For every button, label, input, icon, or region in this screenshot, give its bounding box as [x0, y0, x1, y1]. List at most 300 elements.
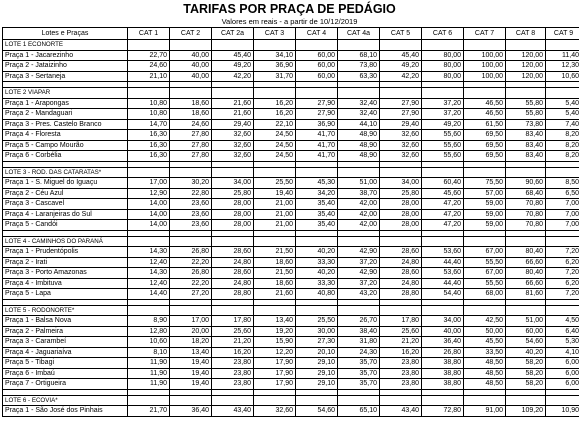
header-cat: CAT 4 [296, 28, 338, 40]
tariff-value: 60,00 [296, 61, 338, 72]
tariff-value: 35,40 [296, 220, 338, 231]
tariff-value: 16,20 [212, 347, 254, 358]
tariff-value: 47,20 [422, 199, 464, 210]
tariff-value: 42,20 [380, 71, 422, 82]
tariff-value: 19,40 [170, 368, 212, 379]
tariff-value: 12,90 [128, 188, 170, 199]
tariff-value: 57,00 [464, 188, 506, 199]
tariff-value: 28,00 [380, 220, 422, 231]
tariff-value: 12,40 [128, 257, 170, 268]
tariff-value: 13,40 [170, 347, 212, 358]
tariff-value: 23,80 [380, 358, 422, 369]
tariff-value: 24,60 [170, 119, 212, 130]
plaza-name: Praça 2 - Céu Azul [3, 188, 128, 199]
tariff-value: 69,50 [464, 151, 506, 162]
tariff-value: 18,20 [170, 337, 212, 348]
tariff-value: 23,80 [380, 368, 422, 379]
tariff-value: 21,60 [212, 98, 254, 109]
tariff-value: 24,30 [338, 347, 380, 358]
tariff-value: 21,60 [212, 109, 254, 120]
tariff-value: 68,40 [506, 188, 546, 199]
tariff-value: 21,00 [254, 209, 296, 220]
tariff-value: 12,20 [254, 347, 296, 358]
tariff-value: 58,20 [506, 358, 546, 369]
tariff-value: 36,90 [296, 119, 338, 130]
tariff-value: 33,30 [296, 278, 338, 289]
tariff-value: 47,20 [422, 209, 464, 220]
plaza-name: Praça 1 - Prudentópolis [3, 247, 128, 258]
tariff-value: 36,40 [170, 406, 212, 417]
tariff-value: 55,50 [464, 257, 506, 268]
tariff-value: 17,90 [254, 379, 296, 390]
tariff-value: 40,00 [422, 326, 464, 337]
tariff-value: 45,40 [212, 50, 254, 61]
table-row [3, 130, 579, 141]
tariff-value: 67,00 [464, 268, 506, 279]
tariff-value: 100,00 [464, 50, 506, 61]
tariff-value: 14,00 [128, 199, 170, 210]
tariff-value: 11,90 [128, 379, 170, 390]
tariff-value: 16,30 [128, 151, 170, 162]
tariff-value: 42,20 [212, 71, 254, 82]
tariff-value: 21,60 [254, 289, 296, 300]
tariff-value: 20,10 [296, 347, 338, 358]
tariff-value: 21,70 [128, 406, 170, 417]
tariff-value: 12,80 [128, 326, 170, 337]
tariff-value: 61,50 [464, 119, 506, 130]
tariff-value: 17,90 [254, 358, 296, 369]
tariff-value: 34,00 [422, 316, 464, 327]
header-cat: CAT 2a [212, 28, 254, 40]
tariff-value: 24,60 [128, 61, 170, 72]
tariff-value: 24,80 [380, 257, 422, 268]
header-cat: CAT 8 [506, 28, 546, 40]
tariff-value: 26,80 [170, 268, 212, 279]
tariff-value: 54,60 [506, 337, 546, 348]
tariff-value: 6,40 [546, 326, 579, 337]
tariff-value: 24,80 [212, 257, 254, 268]
tariff-value: 35,40 [296, 199, 338, 210]
plaza-name: Praça 5 - Candói [3, 220, 128, 231]
table-row [3, 368, 579, 379]
tariff-value: 25,80 [212, 188, 254, 199]
table-row [3, 278, 579, 289]
tariff-value: 21,50 [254, 268, 296, 279]
tariff-value: 32,60 [212, 140, 254, 151]
tariff-value: 23,80 [212, 379, 254, 390]
tariff-value: 120,00 [506, 50, 546, 61]
tariff-value: 31,70 [254, 71, 296, 82]
plaza-name: Praça 4 - Floresta [3, 130, 128, 141]
table-row [3, 98, 579, 109]
tariff-value: 42,90 [338, 247, 380, 258]
tariff-value: 6,00 [546, 368, 579, 379]
tariff-value: 75,50 [464, 178, 506, 189]
tariff-value: 80,00 [422, 50, 464, 61]
tariff-value: 55,80 [506, 109, 546, 120]
tariff-value: 32,60 [254, 406, 296, 417]
tariff-value: 29,10 [296, 379, 338, 390]
tariff-value: 38,40 [338, 326, 380, 337]
lot-header-row [3, 88, 579, 99]
tariff-value: 12,30 [546, 61, 579, 72]
tariff-value: 18,60 [254, 278, 296, 289]
tariff-value: 10,80 [128, 109, 170, 120]
tariff-value: 70,80 [506, 199, 546, 210]
plaza-name: Praça 1 - São José dos Pinhais [3, 406, 128, 417]
header-cat: CAT 5 [380, 28, 422, 40]
tariff-value: 43,40 [380, 406, 422, 417]
tariff-value: 7,00 [546, 209, 579, 220]
tariff-value: 55,50 [464, 278, 506, 289]
tariff-value: 32,60 [380, 130, 422, 141]
tariff-value: 32,60 [212, 151, 254, 162]
tariff-value: 43,20 [338, 289, 380, 300]
tariff-value: 28,60 [212, 247, 254, 258]
tariff-value: 19,40 [254, 188, 296, 199]
tariff-value: 19,40 [170, 379, 212, 390]
tariff-value: 80,00 [422, 61, 464, 72]
tariff-value: 20,00 [170, 326, 212, 337]
tariff-value: 48,90 [338, 151, 380, 162]
tariff-value: 29,10 [296, 358, 338, 369]
tariff-value: 83,40 [506, 130, 546, 141]
tariff-value: 66,60 [506, 257, 546, 268]
tariff-value: 40,80 [296, 289, 338, 300]
table-row [3, 406, 579, 417]
tariff-value: 11,90 [128, 368, 170, 379]
tariff-value: 25,60 [380, 326, 422, 337]
tariff-value: 14,70 [128, 119, 170, 130]
table-row [3, 140, 579, 151]
tariff-value: 6,00 [546, 358, 579, 369]
tariff-value: 59,00 [464, 199, 506, 210]
tariff-value: 24,50 [254, 140, 296, 151]
table-row [3, 50, 579, 61]
plaza-name: Praça 2 - Mandaguari [3, 109, 128, 120]
tariff-value: 23,60 [170, 209, 212, 220]
tariff-value: 55,80 [506, 98, 546, 109]
plaza-name: Praça 5 - Tibagi [3, 358, 128, 369]
tariff-value: 73,80 [338, 61, 380, 72]
tariff-value: 83,40 [506, 140, 546, 151]
tariff-value: 10,60 [128, 337, 170, 348]
plaza-name: Praça 6 - Corbélia [3, 151, 128, 162]
header-cat: CAT 6 [422, 28, 464, 40]
lot-header-row [3, 40, 579, 51]
tariff-value: 45,50 [464, 337, 506, 348]
tariff-value: 60,00 [506, 326, 546, 337]
table-row [3, 316, 579, 327]
tariff-value: 35,70 [338, 368, 380, 379]
tariff-value: 17,00 [170, 316, 212, 327]
tariff-value: 35,70 [338, 379, 380, 390]
tariff-value: 17,90 [254, 368, 296, 379]
tariff-value: 40,20 [506, 347, 546, 358]
tariff-value: 90,60 [506, 178, 546, 189]
tariff-value: 73,80 [506, 119, 546, 130]
header-cat: CAT 7 [464, 28, 506, 40]
tariff-value: 4,50 [546, 316, 579, 327]
tariff-value: 5,30 [546, 337, 579, 348]
tariff-value: 12,40 [128, 278, 170, 289]
table-row [3, 268, 579, 279]
tariff-value: 54,60 [296, 406, 338, 417]
tariff-value: 35,40 [296, 209, 338, 220]
tariff-value: 109,20 [506, 406, 546, 417]
tariff-value: 31,80 [338, 337, 380, 348]
tariff-value: 50,00 [464, 326, 506, 337]
tariff-value: 59,00 [464, 209, 506, 220]
tariff-value: 28,00 [380, 209, 422, 220]
tariff-value: 42,00 [338, 199, 380, 210]
tariff-value: 19,20 [254, 326, 296, 337]
tariff-value: 24,50 [254, 151, 296, 162]
tariff-value: 40,00 [170, 61, 212, 72]
tariff-value: 48,50 [464, 358, 506, 369]
table-row [3, 209, 579, 220]
plaza-name: Praça 3 - Carambeí [3, 337, 128, 348]
tariff-value: 28,00 [212, 220, 254, 231]
tariff-value: 38,80 [422, 368, 464, 379]
tariff-value: 7,20 [546, 247, 579, 258]
tariff-value: 44,40 [422, 257, 464, 268]
tariff-value: 46,50 [464, 109, 506, 120]
tariff-value: 55,60 [422, 140, 464, 151]
tariff-value: 37,20 [422, 109, 464, 120]
tariff-value: 37,20 [338, 257, 380, 268]
lot-header-row [3, 395, 579, 406]
tariff-value: 35,70 [338, 358, 380, 369]
tariff-value: 14,00 [128, 209, 170, 220]
tariff-value: 42,90 [338, 268, 380, 279]
tariff-value: 14,30 [128, 268, 170, 279]
tariff-value: 27,90 [296, 98, 338, 109]
tariff-value: 48,90 [338, 130, 380, 141]
tariff-value: 22,70 [128, 50, 170, 61]
tariff-value: 29,10 [296, 368, 338, 379]
table-row [3, 379, 579, 390]
lot-name: LOTE 5 - RODONORTE* [3, 305, 128, 316]
tariff-value: 49,20 [422, 119, 464, 130]
tariff-value: 14,40 [128, 289, 170, 300]
tariff-value: 60,40 [422, 178, 464, 189]
tariff-value: 32,40 [338, 109, 380, 120]
tariff-value: 8,90 [128, 316, 170, 327]
tariff-value: 6,20 [546, 278, 579, 289]
tariff-value: 11,90 [128, 358, 170, 369]
tariff-value: 40,20 [296, 268, 338, 279]
tariff-value: 100,00 [464, 71, 506, 82]
plaza-name: Praça 1 - Arapongas [3, 98, 128, 109]
tariff-value: 40,20 [296, 247, 338, 258]
table-row [3, 119, 579, 130]
tariff-value: 33,30 [296, 257, 338, 268]
tariff-value: 40,00 [170, 71, 212, 82]
tariff-value: 44,40 [422, 278, 464, 289]
tariff-value: 28,00 [212, 199, 254, 210]
tariff-value: 37,20 [338, 278, 380, 289]
tariff-value: 43,40 [212, 406, 254, 417]
tariff-value: 24,50 [254, 130, 296, 141]
tariff-value: 10,90 [546, 406, 579, 417]
tariff-value: 8,20 [546, 130, 579, 141]
tariff-value: 45,30 [296, 178, 338, 189]
tariff-value: 28,80 [212, 289, 254, 300]
lot-name: LOTE 1 ECONORTE [3, 40, 128, 51]
tariff-value: 48,90 [338, 140, 380, 151]
tariff-value: 65,10 [338, 406, 380, 417]
tariff-value: 27,90 [380, 98, 422, 109]
table-row [3, 337, 579, 348]
tariff-value: 67,00 [464, 247, 506, 258]
table-row [3, 71, 579, 82]
tariff-value: 6,50 [546, 188, 579, 199]
table-row [3, 151, 579, 162]
tariff-value: 8,50 [546, 178, 579, 189]
tariff-value: 32,60 [212, 130, 254, 141]
tariff-value: 21,20 [212, 337, 254, 348]
plaza-name: Praça 2 - Jataizinho [3, 61, 128, 72]
tariff-value: 25,50 [254, 178, 296, 189]
tariff-value: 13,40 [254, 316, 296, 327]
table-row [3, 220, 579, 231]
tariff-value: 27,80 [170, 130, 212, 141]
plaza-name: Praça 6 - Imbaú [3, 368, 128, 379]
tariff-value: 18,60 [170, 109, 212, 120]
plaza-name: Praça 3 - Porto Amazonas [3, 268, 128, 279]
table-row [3, 188, 579, 199]
tariff-value: 72,80 [422, 406, 464, 417]
tariff-value: 26,80 [422, 347, 464, 358]
tariff-value: 21,50 [254, 247, 296, 258]
tariff-value: 48,50 [464, 368, 506, 379]
header-lotes-pracas: Lotes e Praças [3, 28, 128, 40]
tariff-value: 53,60 [422, 268, 464, 279]
plaza-name: Praça 1 - S. Miguel do Iguaçu [3, 178, 128, 189]
tariff-value: 18,60 [254, 257, 296, 268]
tariff-value: 32,60 [380, 140, 422, 151]
tariff-value: 27,20 [170, 289, 212, 300]
tariff-value: 38,80 [422, 379, 464, 390]
tariff-value: 22,20 [170, 257, 212, 268]
tariff-value: 70,80 [506, 220, 546, 231]
tariff-value: 58,20 [506, 379, 546, 390]
tariff-value: 5,40 [546, 98, 579, 109]
tariff-value: 60,00 [296, 71, 338, 82]
lot-name: LOTE 4 - CAMINHOS DO PARANÁ [3, 236, 128, 247]
tariff-value: 42,00 [338, 220, 380, 231]
tariff-value: 21,20 [380, 337, 422, 348]
tariff-value: 8,20 [546, 140, 579, 151]
tariff-value: 32,40 [338, 98, 380, 109]
tariff-value: 34,10 [254, 50, 296, 61]
tariff-value: 25,60 [212, 326, 254, 337]
lot-name: LOTE 6 - ECOVIA* [3, 395, 128, 406]
tariff-value: 17,80 [212, 316, 254, 327]
table-row [3, 257, 579, 268]
tariff-value: 25,50 [296, 316, 338, 327]
tariff-value: 41,70 [296, 151, 338, 162]
tariff-value: 28,60 [380, 268, 422, 279]
table-row [3, 358, 579, 369]
tariff-value: 55,60 [422, 151, 464, 162]
lot-name: LOTE 3 - ROD. DAS CATARATAS* [3, 167, 128, 178]
tariff-value: 80,00 [422, 71, 464, 82]
plaza-name: Praça 3 - Cascavel [3, 199, 128, 210]
table-row [3, 347, 579, 358]
tariff-value: 21,00 [254, 220, 296, 231]
header-cat: CAT 3 [254, 28, 296, 40]
table-body [3, 40, 579, 417]
tariff-value: 24,80 [212, 278, 254, 289]
header-cat: CAT 9 [546, 28, 579, 40]
tariff-value: 28,60 [380, 247, 422, 258]
table-row [3, 61, 579, 72]
tariff-value: 26,70 [338, 316, 380, 327]
tariff-value: 38,70 [338, 188, 380, 199]
tariff-value: 16,20 [254, 98, 296, 109]
tariff-value: 21,00 [254, 199, 296, 210]
tariff-value: 25,80 [380, 188, 422, 199]
tariff-value: 45,60 [422, 188, 464, 199]
tariff-value: 7,20 [546, 289, 579, 300]
header-cat: CAT 1 [128, 28, 170, 40]
tariff-value: 63,30 [338, 71, 380, 82]
tariff-value: 11,40 [546, 50, 579, 61]
page-title: TARIFAS POR PRAÇA DE PEDÁGIO [183, 2, 396, 16]
table-row [3, 178, 579, 189]
tariff-value: 55,60 [422, 130, 464, 141]
table-row [3, 326, 579, 337]
tariff-value: 68,10 [338, 50, 380, 61]
tariff-value: 16,30 [128, 140, 170, 151]
tariff-value: 27,30 [296, 337, 338, 348]
tariff-value: 23,60 [170, 199, 212, 210]
tariff-value: 8,10 [128, 347, 170, 358]
lot-header-row [3, 305, 579, 316]
tariff-value: 24,80 [380, 278, 422, 289]
tariff-value: 41,70 [296, 140, 338, 151]
tariff-value: 28,60 [212, 268, 254, 279]
tariff-value: 38,80 [422, 358, 464, 369]
tariff-value: 10,60 [546, 71, 579, 82]
lot-header-row [3, 236, 579, 247]
tariff-value: 46,50 [464, 98, 506, 109]
tariff-value: 14,00 [128, 220, 170, 231]
tariff-value: 6,20 [546, 257, 579, 268]
tariff-value: 27,90 [380, 109, 422, 120]
tariff-value: 23,80 [380, 379, 422, 390]
table-row [3, 199, 579, 210]
tariff-value: 28,00 [380, 199, 422, 210]
tariff-value: 53,60 [422, 247, 464, 258]
tariff-value: 48,50 [464, 379, 506, 390]
plaza-name: Praça 4 - Jaguariaíva [3, 347, 128, 358]
tariff-value: 18,60 [170, 98, 212, 109]
tariff-value: 7,00 [546, 220, 579, 231]
tariff-value: 27,90 [296, 109, 338, 120]
tariff-value: 34,20 [296, 188, 338, 199]
plaza-name: Praça 1 - Balsa Nova [3, 316, 128, 327]
tariff-value: 15,90 [254, 337, 296, 348]
tariff-value: 17,00 [128, 178, 170, 189]
lot-name: LOTE 2 VIAPAR [3, 88, 128, 99]
plaza-name: Praça 2 - Irati [3, 257, 128, 268]
header-row [3, 28, 579, 40]
tariff-value: 60,00 [296, 50, 338, 61]
tariff-value: 17,80 [380, 316, 422, 327]
